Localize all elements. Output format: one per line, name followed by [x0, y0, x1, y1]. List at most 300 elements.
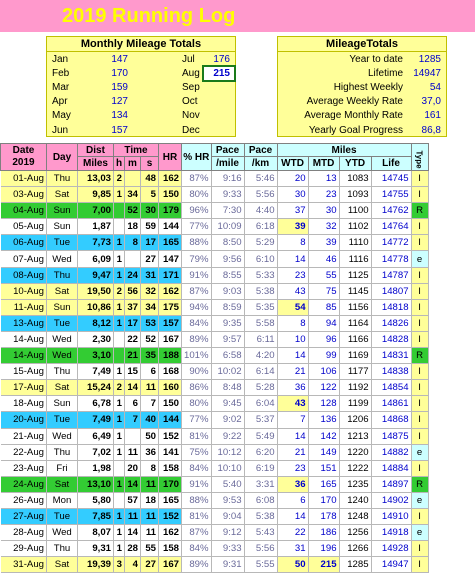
life-cell[interactable]: 14902 — [371, 492, 411, 508]
pct-hr-cell[interactable]: 84% — [182, 541, 212, 557]
hours-cell[interactable]: 1 — [114, 508, 125, 524]
table-row[interactable] — [1, 396, 429, 412]
hours-cell[interactable]: 1 — [114, 267, 125, 283]
type-cell[interactable]: I — [411, 541, 428, 557]
mtd-cell[interactable]: 94 — [308, 315, 339, 331]
ytd-cell[interactable]: 1192 — [339, 380, 371, 396]
dist-cell[interactable]: 7,73 — [78, 235, 114, 251]
miles-subheader[interactable]: Miles — [78, 157, 114, 171]
pct-hr-cell[interactable]: 94% — [182, 299, 212, 315]
dist-cell[interactable]: 7,02 — [78, 444, 114, 460]
ytd-cell[interactable]: 1222 — [339, 460, 371, 476]
minutes-cell[interactable]: 22 — [125, 331, 141, 347]
pace-km-cell[interactable]: 6:14 — [244, 364, 277, 380]
dist-cell[interactable]: 19,50 — [78, 283, 114, 299]
miles-group-header[interactable]: Miles — [277, 144, 411, 157]
dist-cell[interactable]: 7,49 — [78, 412, 114, 428]
date-cell[interactable]: 21-Aug — [1, 428, 47, 444]
seconds-cell[interactable]: 27 — [141, 251, 159, 267]
day-cell[interactable]: Mon — [47, 492, 78, 508]
seconds-cell[interactable]: 27 — [141, 557, 159, 573]
dist-cell[interactable]: 13,03 — [78, 171, 114, 187]
date-cell[interactable]: 22-Aug — [1, 444, 47, 460]
table-row[interactable] — [1, 557, 429, 573]
seconds-cell[interactable]: 55 — [141, 541, 159, 557]
mtd-cell[interactable]: 46 — [308, 251, 339, 267]
hours-cell[interactable] — [114, 331, 125, 347]
month-value[interactable]: 147 — [111, 54, 128, 65]
pace-mile-cell[interactable]: 8:59 — [211, 299, 244, 315]
date-cell[interactable]: 26-Aug — [1, 492, 47, 508]
hr-cell[interactable]: 158 — [159, 541, 182, 557]
dist-cell[interactable]: 3,10 — [78, 348, 114, 364]
life-cell[interactable]: 14818 — [371, 299, 411, 315]
wtd-cell[interactable]: 36 — [277, 380, 308, 396]
minutes-cell[interactable]: 24 — [125, 267, 141, 283]
pace-mile-cell[interactable]: 9:22 — [211, 428, 244, 444]
day-header[interactable]: Day — [47, 144, 78, 171]
time-header[interactable]: Time — [114, 144, 159, 157]
ytd-cell[interactable]: 1206 — [339, 412, 371, 428]
pace-km-cell[interactable]: 5:35 — [244, 299, 277, 315]
life-cell[interactable]: 14918 — [371, 525, 411, 541]
dist-cell[interactable]: 9,47 — [78, 267, 114, 283]
date-cell[interactable]: 14-Aug — [1, 331, 47, 347]
hr-cell[interactable]: 144 — [159, 412, 182, 428]
mtd-cell[interactable]: 136 — [308, 412, 339, 428]
minutes-cell[interactable]: 17 — [125, 315, 141, 331]
ytd-cell[interactable]: 1177 — [339, 364, 371, 380]
hours-cell[interactable]: 1 — [114, 235, 125, 251]
pace-mile-cell[interactable]: 7:30 — [211, 203, 244, 219]
life-cell[interactable]: 14854 — [371, 380, 411, 396]
hr-cell[interactable]: 165 — [159, 235, 182, 251]
per-mile-subheader[interactable]: /mile — [211, 157, 244, 171]
hr-cell[interactable]: 160 — [159, 380, 182, 396]
type-cell[interactable]: I — [411, 171, 428, 187]
life-cell[interactable]: 14745 — [371, 171, 411, 187]
type-cell[interactable]: I — [411, 235, 428, 251]
pace-km-cell[interactable]: 5:56 — [244, 187, 277, 203]
type-cell[interactable]: I — [411, 412, 428, 428]
seconds-cell[interactable]: 52 — [141, 331, 159, 347]
ytd-cell[interactable]: 1256 — [339, 525, 371, 541]
date-cell[interactable]: 11-Aug — [1, 299, 47, 315]
wtd-cell[interactable]: 14 — [277, 428, 308, 444]
life-cell[interactable]: 14755 — [371, 187, 411, 203]
mtd-cell[interactable]: 142 — [308, 428, 339, 444]
table-row[interactable] — [1, 315, 429, 331]
seconds-cell[interactable]: 7 — [141, 396, 159, 412]
table-row[interactable] — [1, 331, 429, 347]
date-cell[interactable]: 06-Aug — [1, 235, 47, 251]
minutes-cell[interactable]: 4 — [125, 557, 141, 573]
table-row[interactable] — [1, 492, 429, 508]
date-cell[interactable]: 07-Aug — [1, 251, 47, 267]
ytd-cell[interactable]: 1213 — [339, 428, 371, 444]
dist-cell[interactable]: 6,09 — [78, 251, 114, 267]
type-cell[interactable]: R — [411, 476, 428, 492]
day-cell[interactable]: Sat — [47, 283, 78, 299]
hr-cell[interactable]: 150 — [159, 396, 182, 412]
wtd-cell[interactable]: 39 — [277, 219, 308, 235]
hours-cell[interactable] — [114, 219, 125, 235]
seconds-cell[interactable]: 31 — [141, 267, 159, 283]
minutes-cell[interactable]: 56 — [125, 283, 141, 299]
table-row[interactable] — [1, 283, 429, 299]
pct-hr-cell[interactable]: 89% — [182, 331, 212, 347]
table-row[interactable] — [1, 476, 429, 492]
life-cell[interactable]: 14838 — [371, 364, 411, 380]
table-row[interactable] — [1, 428, 429, 444]
dist-cell[interactable]: 9,31 — [78, 541, 114, 557]
hr-cell[interactable]: 162 — [159, 171, 182, 187]
minutes-cell[interactable]: 57 — [125, 492, 141, 508]
pace-mile-cell[interactable]: 9:57 — [211, 331, 244, 347]
minutes-cell[interactable]: 20 — [125, 460, 141, 476]
pct-hr-cell[interactable]: 77% — [182, 219, 212, 235]
minutes-cell[interactable] — [125, 171, 141, 187]
mtd-cell[interactable]: 149 — [308, 444, 339, 460]
pace-mile-cell[interactable]: 8:48 — [211, 380, 244, 396]
ytd-cell[interactable]: 1083 — [339, 171, 371, 187]
pace-mile-cell[interactable]: 8:55 — [211, 267, 244, 283]
hr-cell[interactable]: 144 — [159, 219, 182, 235]
per-km-subheader[interactable]: /km — [244, 157, 277, 171]
pace-mile-cell[interactable]: 9:33 — [211, 187, 244, 203]
type-cell[interactable]: I — [411, 267, 428, 283]
total-value[interactable]: 161 — [424, 110, 441, 122]
table-row[interactable] — [1, 171, 429, 187]
mtd-cell[interactable]: 13 — [308, 171, 339, 187]
pace-mile-cell[interactable]: 9:12 — [211, 525, 244, 541]
minutes-cell[interactable]: 14 — [125, 525, 141, 541]
day-cell[interactable]: Sat — [47, 557, 78, 573]
mtd-cell[interactable]: 170 — [308, 492, 339, 508]
wtd-cell[interactable]: 20 — [277, 171, 308, 187]
life-cell[interactable]: 14762 — [371, 203, 411, 219]
mtd-cell[interactable]: 151 — [308, 460, 339, 476]
wtd-cell[interactable]: 36 — [277, 476, 308, 492]
pace-km-cell[interactable]: 6:08 — [244, 492, 277, 508]
minutes-cell[interactable]: 14 — [125, 380, 141, 396]
table-row[interactable] — [1, 348, 429, 364]
date-cell[interactable]: 31-Aug — [1, 557, 47, 573]
mtd-cell[interactable]: 106 — [308, 364, 339, 380]
type-cell[interactable]: I — [411, 331, 428, 347]
wtd-cell[interactable]: 7 — [277, 412, 308, 428]
ytd-subheader[interactable]: YTD — [339, 157, 371, 171]
dist-cell[interactable]: 19,39 — [78, 557, 114, 573]
minutes-cell[interactable]: 34 — [125, 187, 141, 203]
mtd-cell[interactable]: 75 — [308, 283, 339, 299]
mtd-cell[interactable]: 85 — [308, 299, 339, 315]
pace-km-cell[interactable]: 4:20 — [244, 348, 277, 364]
hours-cell[interactable]: 1 — [114, 315, 125, 331]
pace-km-cell[interactable]: 6:19 — [244, 460, 277, 476]
hr-cell[interactable]: 168 — [159, 364, 182, 380]
pct-hr-cell[interactable]: 96% — [182, 203, 212, 219]
dist-cell[interactable]: 10,86 — [78, 299, 114, 315]
hours-cell[interactable]: 1 — [114, 428, 125, 444]
hours-cell[interactable]: 3 — [114, 557, 125, 573]
day-cell[interactable]: Wed — [47, 348, 78, 364]
pace-mile-cell[interactable]: 9:53 — [211, 492, 244, 508]
ytd-cell[interactable]: 1166 — [339, 331, 371, 347]
table-row[interactable] — [1, 525, 429, 541]
life-cell[interactable]: 14828 — [371, 331, 411, 347]
ytd-cell[interactable]: 1248 — [339, 508, 371, 524]
day-cell[interactable]: Tue — [47, 508, 78, 524]
dist-cell[interactable]: 6,78 — [78, 396, 114, 412]
seconds-cell[interactable]: 11 — [141, 508, 159, 524]
hours-subheader[interactable]: h — [114, 157, 125, 171]
dist-cell[interactable]: 7,85 — [78, 508, 114, 524]
type-header[interactable]: Type — [411, 144, 428, 171]
dist-cell[interactable]: 1,87 — [78, 219, 114, 235]
day-cell[interactable]: Thu — [47, 541, 78, 557]
hr-cell[interactable]: 171 — [159, 267, 182, 283]
wtd-cell[interactable]: 21 — [277, 444, 308, 460]
dist-header[interactable]: Dist — [78, 144, 114, 157]
pct-hr-cell[interactable]: 101% — [182, 348, 212, 364]
pace-mile-cell[interactable]: 6:58 — [211, 348, 244, 364]
hr-cell[interactable]: 150 — [159, 187, 182, 203]
day-cell[interactable]: Wed — [47, 525, 78, 541]
seconds-cell[interactable]: 17 — [141, 235, 159, 251]
pace-km-cell[interactable]: 6:10 — [244, 251, 277, 267]
day-cell[interactable]: Thu — [47, 444, 78, 460]
total-value[interactable]: 1285 — [418, 54, 441, 65]
pct-hr-cell[interactable]: 81% — [182, 428, 212, 444]
hr-cell[interactable]: 141 — [159, 444, 182, 460]
mtd-cell[interactable]: 99 — [308, 348, 339, 364]
seconds-cell[interactable]: 59 — [141, 219, 159, 235]
date-header[interactable]: Date 2019 — [1, 144, 47, 171]
pace-km-cell[interactable]: 5:38 — [244, 283, 277, 299]
day-cell[interactable]: Thu — [47, 364, 78, 380]
pace-km-cell[interactable]: 5:37 — [244, 412, 277, 428]
type-cell[interactable]: I — [411, 219, 428, 235]
type-cell[interactable]: I — [411, 460, 428, 476]
ytd-cell[interactable]: 1100 — [339, 203, 371, 219]
life-cell[interactable]: 14897 — [371, 476, 411, 492]
table-row[interactable] — [1, 541, 429, 557]
date-cell[interactable]: 04-Aug — [1, 203, 47, 219]
pct-hr-cell[interactable]: 88% — [182, 235, 212, 251]
wtd-cell[interactable]: 14 — [277, 251, 308, 267]
mtd-cell[interactable]: 96 — [308, 331, 339, 347]
hr-cell[interactable]: 152 — [159, 508, 182, 524]
pct-hr-cell[interactable]: 84% — [182, 315, 212, 331]
hr-cell[interactable]: 165 — [159, 492, 182, 508]
day-cell[interactable]: Wed — [47, 331, 78, 347]
pace-mile-cell[interactable]: 9:35 — [211, 315, 244, 331]
hr-cell[interactable]: 162 — [159, 525, 182, 541]
pct-hr-cell[interactable]: 87% — [182, 171, 212, 187]
table-row[interactable] — [1, 187, 429, 203]
hours-cell[interactable]: 1 — [114, 251, 125, 267]
pace-mile-cell[interactable]: 9:02 — [211, 412, 244, 428]
hours-cell[interactable]: 1 — [114, 187, 125, 203]
wtd-cell[interactable]: 50 — [277, 557, 308, 573]
type-cell[interactable]: I — [411, 380, 428, 396]
date-cell[interactable]: 23-Aug — [1, 460, 47, 476]
pace-mile-cell[interactable]: 10:10 — [211, 460, 244, 476]
ytd-cell[interactable]: 1156 — [339, 299, 371, 315]
seconds-cell[interactable]: 8 — [141, 460, 159, 476]
dist-cell[interactable]: 8,12 — [78, 315, 114, 331]
minutes-cell[interactable]: 28 — [125, 541, 141, 557]
type-cell[interactable]: I — [411, 283, 428, 299]
pace-mile-cell[interactable]: 10:09 — [211, 219, 244, 235]
type-cell[interactable]: R — [411, 348, 428, 364]
pct-hr-cell[interactable]: 80% — [182, 187, 212, 203]
pace-km-cell[interactable]: 6:18 — [244, 219, 277, 235]
pace-km-header[interactable]: Pace — [244, 144, 277, 157]
ytd-cell[interactable]: 1199 — [339, 396, 371, 412]
total-value[interactable]: 14947 — [413, 68, 441, 80]
wtd-cell[interactable]: 22 — [277, 525, 308, 541]
wtd-cell[interactable]: 43 — [277, 283, 308, 299]
hr-cell[interactable]: 179 — [159, 203, 182, 219]
minutes-cell[interactable]: 8 — [125, 235, 141, 251]
seconds-cell[interactable]: 48 — [141, 171, 159, 187]
month-value[interactable]: 134 — [111, 110, 128, 122]
day-cell[interactable]: Sat — [47, 476, 78, 492]
pace-mile-cell[interactable]: 9:45 — [211, 396, 244, 412]
life-cell[interactable]: 14861 — [371, 396, 411, 412]
hours-cell[interactable]: 2 — [114, 283, 125, 299]
table-row[interactable] — [1, 508, 429, 524]
day-cell[interactable]: Tue — [47, 315, 78, 331]
table-row[interactable] — [1, 412, 429, 428]
dist-cell[interactable]: 6,49 — [78, 428, 114, 444]
month-value[interactable]: 170 — [111, 68, 128, 80]
ytd-cell[interactable]: 1266 — [339, 541, 371, 557]
mtd-cell[interactable]: 55 — [308, 267, 339, 283]
hours-cell[interactable]: 1 — [114, 364, 125, 380]
hours-cell[interactable]: 1 — [114, 541, 125, 557]
mtd-cell[interactable]: 178 — [308, 508, 339, 524]
mtd-cell[interactable]: 30 — [308, 203, 339, 219]
date-cell[interactable]: 20-Aug — [1, 412, 47, 428]
table-row[interactable] — [1, 235, 429, 251]
life-cell[interactable]: 14778 — [371, 251, 411, 267]
month-value[interactable]: 176 — [213, 54, 230, 65]
type-cell[interactable]: R — [411, 203, 428, 219]
type-cell[interactable]: e — [411, 444, 428, 460]
seconds-cell[interactable]: 18 — [141, 492, 159, 508]
pace-mile-cell[interactable]: 9:16 — [211, 171, 244, 187]
ytd-cell[interactable]: 1110 — [339, 235, 371, 251]
day-cell[interactable]: Tue — [47, 412, 78, 428]
life-cell[interactable]: 14807 — [371, 283, 411, 299]
seconds-subheader[interactable]: s — [141, 157, 159, 171]
pct-hr-cell[interactable]: 91% — [182, 267, 212, 283]
hr-cell[interactable]: 188 — [159, 348, 182, 364]
mtd-cell[interactable]: 128 — [308, 396, 339, 412]
total-value[interactable]: 37,0 — [421, 96, 441, 108]
pace-km-cell[interactable]: 5:38 — [244, 508, 277, 524]
ytd-cell[interactable]: 1235 — [339, 476, 371, 492]
date-cell[interactable]: 03-Aug — [1, 187, 47, 203]
date-cell[interactable]: 10-Aug — [1, 283, 47, 299]
dist-cell[interactable]: 7,49 — [78, 364, 114, 380]
dist-cell[interactable]: 2,30 — [78, 331, 114, 347]
pace-mile-header[interactable]: Pace — [211, 144, 244, 157]
minutes-cell[interactable]: 21 — [125, 348, 141, 364]
type-cell[interactable]: e — [411, 525, 428, 541]
day-cell[interactable]: Sat — [47, 187, 78, 203]
pct-hr-cell[interactable]: 77% — [182, 412, 212, 428]
type-cell[interactable]: I — [411, 187, 428, 203]
type-cell[interactable]: I — [411, 364, 428, 380]
date-cell[interactable]: 17-Aug — [1, 380, 47, 396]
pct-hr-cell[interactable]: 87% — [182, 283, 212, 299]
pace-km-cell[interactable]: 5:46 — [244, 171, 277, 187]
wtd-cell[interactable]: 30 — [277, 187, 308, 203]
pace-mile-cell[interactable]: 9:56 — [211, 251, 244, 267]
pct-hr-cell[interactable]: 87% — [182, 525, 212, 541]
pace-km-cell[interactable]: 6:11 — [244, 331, 277, 347]
pace-km-cell[interactable]: 5:29 — [244, 235, 277, 251]
pace-km-cell[interactable]: 5:33 — [244, 267, 277, 283]
pct-hr-cell[interactable]: 91% — [182, 476, 212, 492]
ytd-cell[interactable]: 1240 — [339, 492, 371, 508]
wtd-cell[interactable]: 14 — [277, 508, 308, 524]
seconds-cell[interactable]: 30 — [141, 203, 159, 219]
table-row[interactable] — [1, 219, 429, 235]
type-cell[interactable]: I — [411, 508, 428, 524]
mtd-cell[interactable]: 196 — [308, 541, 339, 557]
ytd-cell[interactable]: 1285 — [339, 557, 371, 573]
hours-cell[interactable]: 2 — [114, 171, 125, 187]
seconds-cell[interactable]: 11 — [141, 525, 159, 541]
date-cell[interactable]: 27-Aug — [1, 508, 47, 524]
pace-mile-cell[interactable]: 9:03 — [211, 283, 244, 299]
day-cell[interactable]: Wed — [47, 251, 78, 267]
hours-cell[interactable]: 1 — [114, 299, 125, 315]
day-cell[interactable]: Thu — [47, 171, 78, 187]
pct-hr-cell[interactable]: 90% — [182, 364, 212, 380]
date-cell[interactable]: 15-Aug — [1, 364, 47, 380]
wtd-cell[interactable]: 54 — [277, 299, 308, 315]
minutes-cell[interactable]: 11 — [125, 444, 141, 460]
mtd-cell[interactable]: 39 — [308, 235, 339, 251]
life-cell[interactable]: 14764 — [371, 219, 411, 235]
seconds-cell[interactable]: 50 — [141, 428, 159, 444]
table-row[interactable] — [1, 203, 429, 219]
hours-cell[interactable] — [114, 348, 125, 364]
hr-header[interactable]: HR — [159, 144, 182, 171]
date-cell[interactable]: 24-Aug — [1, 476, 47, 492]
minutes-cell[interactable]: 7 — [125, 412, 141, 428]
total-value[interactable]: 86,8 — [421, 124, 441, 136]
hours-cell[interactable] — [114, 203, 125, 219]
life-cell[interactable]: 14831 — [371, 348, 411, 364]
pace-km-cell[interactable]: 5:28 — [244, 380, 277, 396]
wtd-cell[interactable]: 8 — [277, 315, 308, 331]
type-cell[interactable]: e — [411, 251, 428, 267]
pace-km-cell[interactable]: 4:40 — [244, 203, 277, 219]
dist-cell[interactable]: 8,07 — [78, 525, 114, 541]
wtd-cell[interactable]: 8 — [277, 235, 308, 251]
date-cell[interactable]: 29-Aug — [1, 541, 47, 557]
hours-cell[interactable]: 1 — [114, 476, 125, 492]
life-subheader[interactable]: Life — [371, 157, 411, 171]
ytd-cell[interactable]: 1164 — [339, 315, 371, 331]
